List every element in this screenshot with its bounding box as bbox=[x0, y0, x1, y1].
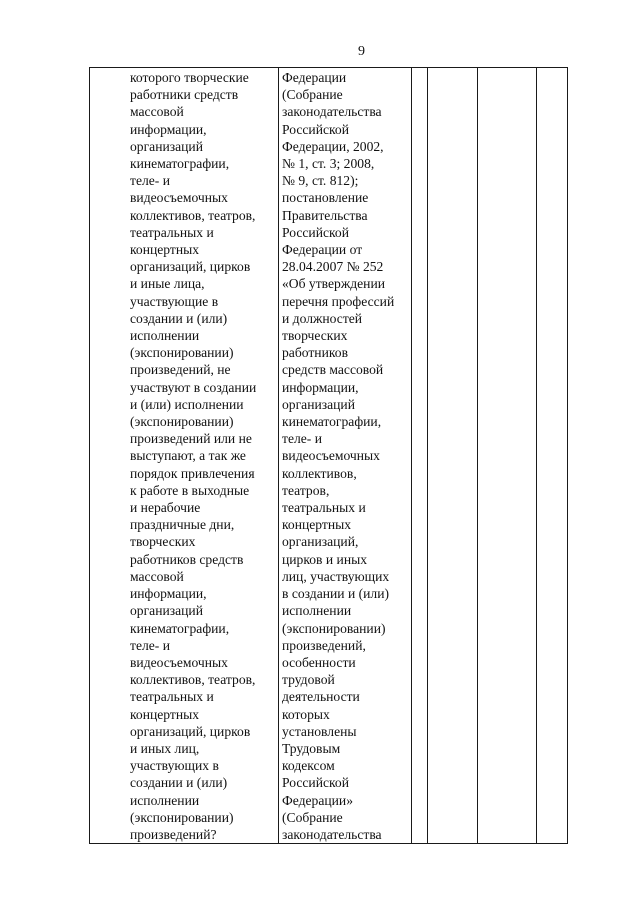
legal-reference-text: Федерации (Собрание законодательства Российской Федерации, 2002, № 1, ст. 3; 2008, № 9, ст. 812); постановление Правительства Российской Федерации от 28.04.2007 № 252 «Об утверждении перечня профессий и должностей творческих работников средств массовой информации, организаций кинематографии, теле- и видеосъемочных коллективов, театров, театральных и концертных организаций, цирков и иных лиц, участвующих в создании и (или) исполнении (экспонировании) произведений, особенности трудовой деятельности которых установлены Трудовым кодексом Российской Федерации» (Собрание законодательства bbox=[282, 70, 395, 842]
answer-no-cell bbox=[428, 68, 478, 844]
table-row bbox=[90, 68, 568, 844]
legal-reference-cell bbox=[279, 68, 412, 844]
question-text: которого творческие работники средств массовой информации, организаций кинематографии, теле- и видеосъемочных коллективов, театров, театральных и концертных организаций, цирков и иные лица, участвующие в создании и (или) исполнении (экспонировании) произведений, не участвуют в создании и (или) исполнении (экспонировании) произведений или не выступают, а так же порядок привлечения к работе в выходные и нерабочие праздничные дни, творческих работников средств массовой информации, организаций кинематографии, теле- и видеосъемочных коллективов, театров, театральных и концертных организаций, цирков и иных лиц, участвующих в создании и (или) исполнении (экспонировании) произведений? bbox=[130, 70, 257, 842]
checklist-table bbox=[89, 67, 568, 844]
note-cell bbox=[537, 68, 568, 844]
answer-yes-cell bbox=[412, 68, 428, 844]
answer-na-cell bbox=[478, 68, 537, 844]
question-cell bbox=[90, 68, 279, 844]
page-number: 9 bbox=[358, 44, 365, 59]
